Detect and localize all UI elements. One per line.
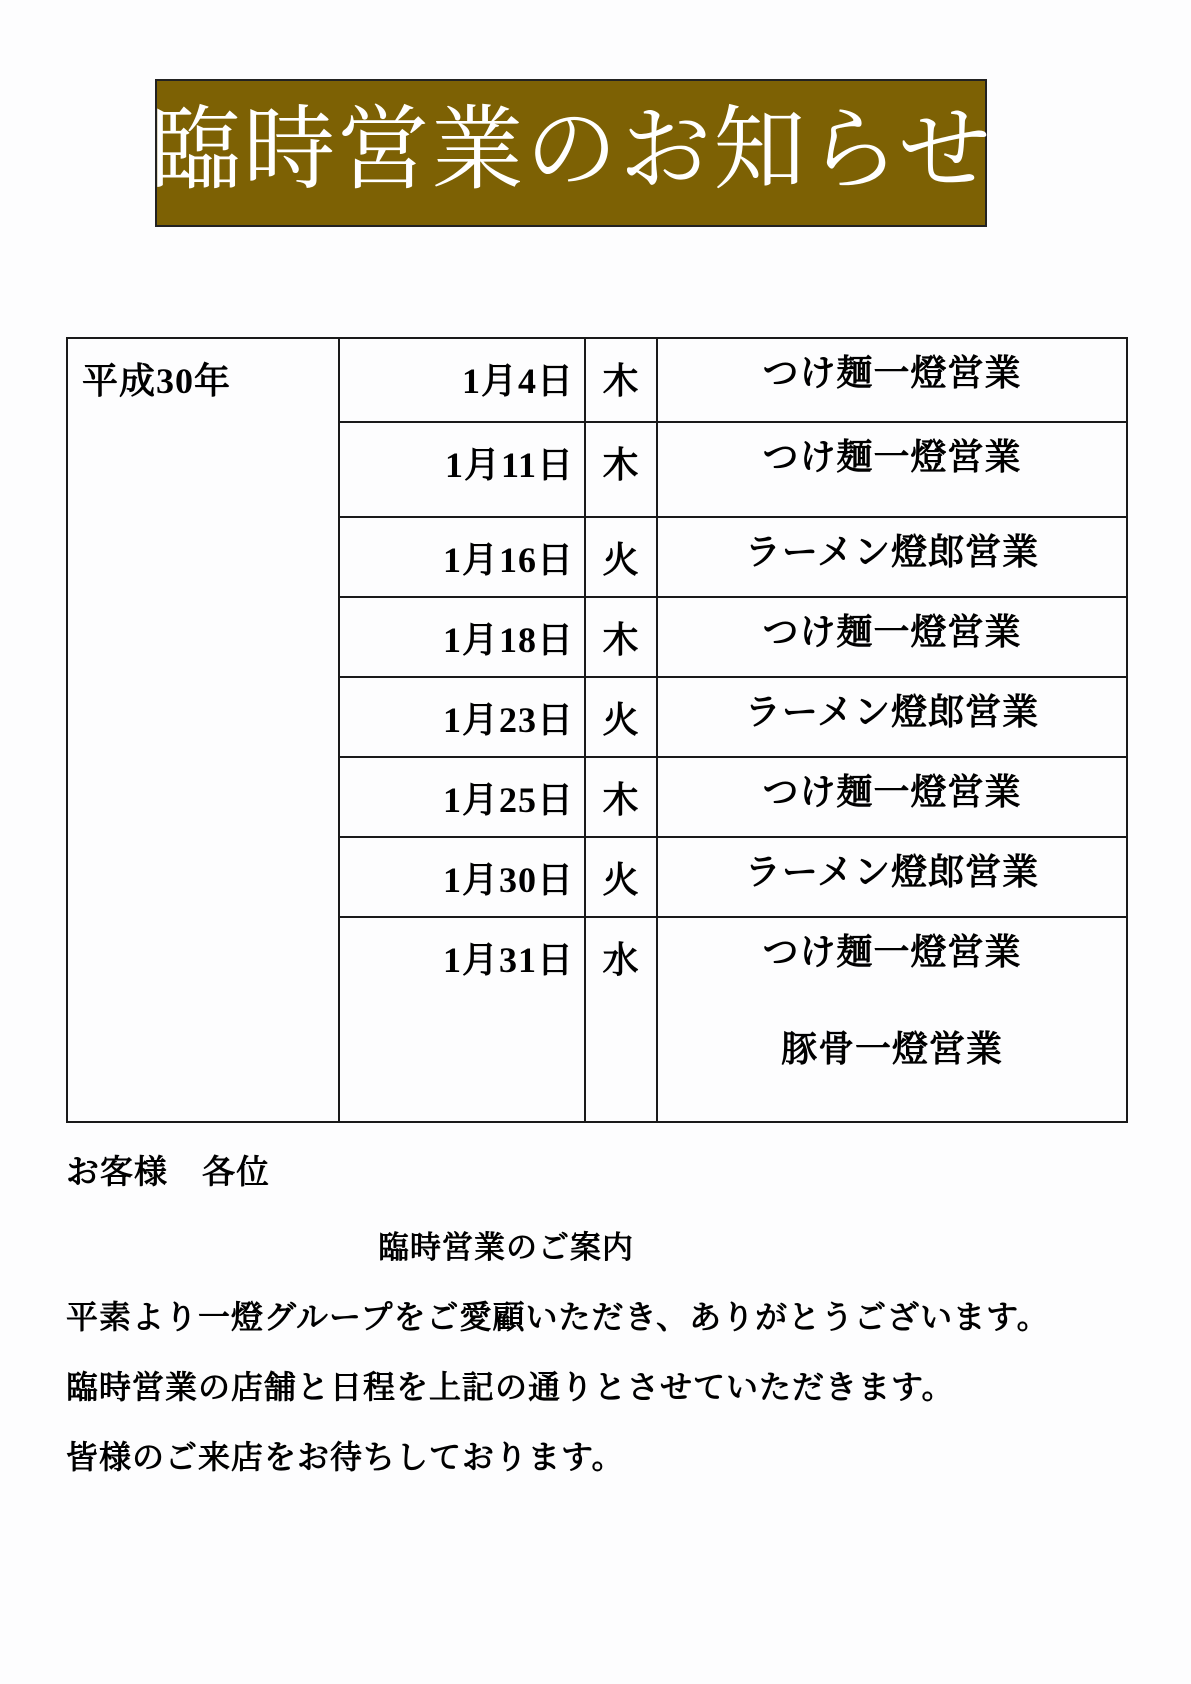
shop-name: ラーメン燈郎営業 [744,852,1040,892]
weekday-cell: 木 [585,422,657,517]
shop-cell [657,757,1127,837]
letter-salutation: お客様 各位 [66,1155,270,1191]
weekday-cell: 木 [585,338,657,422]
date-cell: 1月30日 [339,837,585,917]
shop-name: ラーメン燈郎営業 [744,692,1040,732]
shop-name: つけ麺一燈営業 [762,353,1022,393]
schedule-table-body [67,338,1127,1122]
letter-body-line: 皆様のご来店をお待ちしております。 [66,1439,625,1475]
schedule-row [67,338,1127,422]
date-cell: 1月16日 [339,517,585,597]
weekday-cell: 木 [585,597,657,677]
weekday-cell: 火 [585,517,657,597]
shop-cell [657,837,1127,917]
weekday-cell: 火 [585,837,657,917]
date-cell: 1月18日 [339,597,585,677]
notice-title: 臨時営業のお知らせ [149,99,993,201]
shop-cell [657,677,1127,757]
shop-cell [657,597,1127,677]
shop-cell [657,422,1127,517]
date-cell: 1月31日 [339,917,585,1122]
date-cell: 1月11日 [339,422,585,517]
date-cell: 1月4日 [339,338,585,422]
shop-name: つけ麺一燈営業 [762,932,1022,972]
shop-cell [657,917,1127,1122]
schedule-table [66,337,1128,1123]
shop-name: つけ麺一燈営業 [762,612,1022,652]
notice-title-banner [149,79,993,227]
shop-cell [657,517,1127,597]
weekday-cell: 水 [585,917,657,1122]
year-cell: 平成30年 [67,338,339,1122]
date-cell: 1月25日 [339,757,585,837]
date-cell: 1月23日 [339,677,585,757]
weekday-cell: 火 [585,677,657,757]
letter-body-line: 平素より一燈グループをご愛顧いただき、ありがとうございます。 [66,1299,1050,1335]
weekday-cell: 木 [585,757,657,837]
shop-name: ラーメン燈郎営業 [744,532,1040,572]
shop-cell [657,338,1127,422]
letter-body-line: 臨時営業の店舗と日程を上記の通りとさせていただきます。 [66,1369,955,1405]
shop-name: つけ麺一燈営業 [762,437,1022,477]
letter-subject: 臨時営業のご案内 [378,1230,634,1265]
shop-name: つけ麺一燈営業 [762,772,1022,812]
shop-name: 豚骨一燈営業 [780,1029,1003,1070]
